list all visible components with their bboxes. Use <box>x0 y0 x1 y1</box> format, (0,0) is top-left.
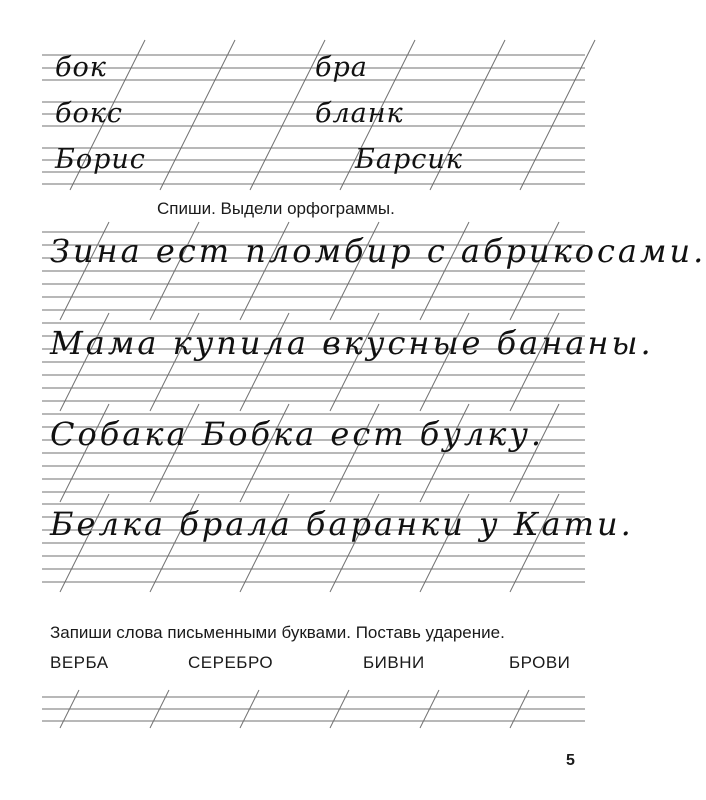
sentence-4: Белка брала баранки у Кати. <box>50 505 634 543</box>
slant-line <box>250 40 325 190</box>
slant-line <box>160 40 235 190</box>
word-3: БИВНИ <box>363 653 425 672</box>
copy-word-right-3: Барсик <box>355 144 463 175</box>
copy-word-right-1: бра <box>315 52 368 83</box>
task2-instruction: Запиши слова письменными буквами. Поставь ударение. <box>50 623 505 642</box>
page-number: 5 <box>566 752 575 769</box>
task1-instruction: Спиши. Выдели орфограммы. <box>157 199 395 218</box>
copy-word-left-1: бок <box>55 52 107 83</box>
sentence-3: Собака Бобка ест булку. <box>50 415 545 453</box>
copy-word-right-2: бланк <box>315 98 404 129</box>
sentence-2: Мама купила вкусные бананы. <box>50 324 654 362</box>
copy-word-left-2: бокс <box>55 98 123 129</box>
sentence-1: Зина ест пломбир с абрикосами. <box>50 232 706 270</box>
word-1: ВЕРБА <box>50 653 109 672</box>
copy-word-left-3: Борис <box>55 144 146 175</box>
slant-line <box>520 40 595 190</box>
word-4: БРОВИ <box>509 653 571 672</box>
word-2: СЕРЕБРО <box>188 653 274 672</box>
